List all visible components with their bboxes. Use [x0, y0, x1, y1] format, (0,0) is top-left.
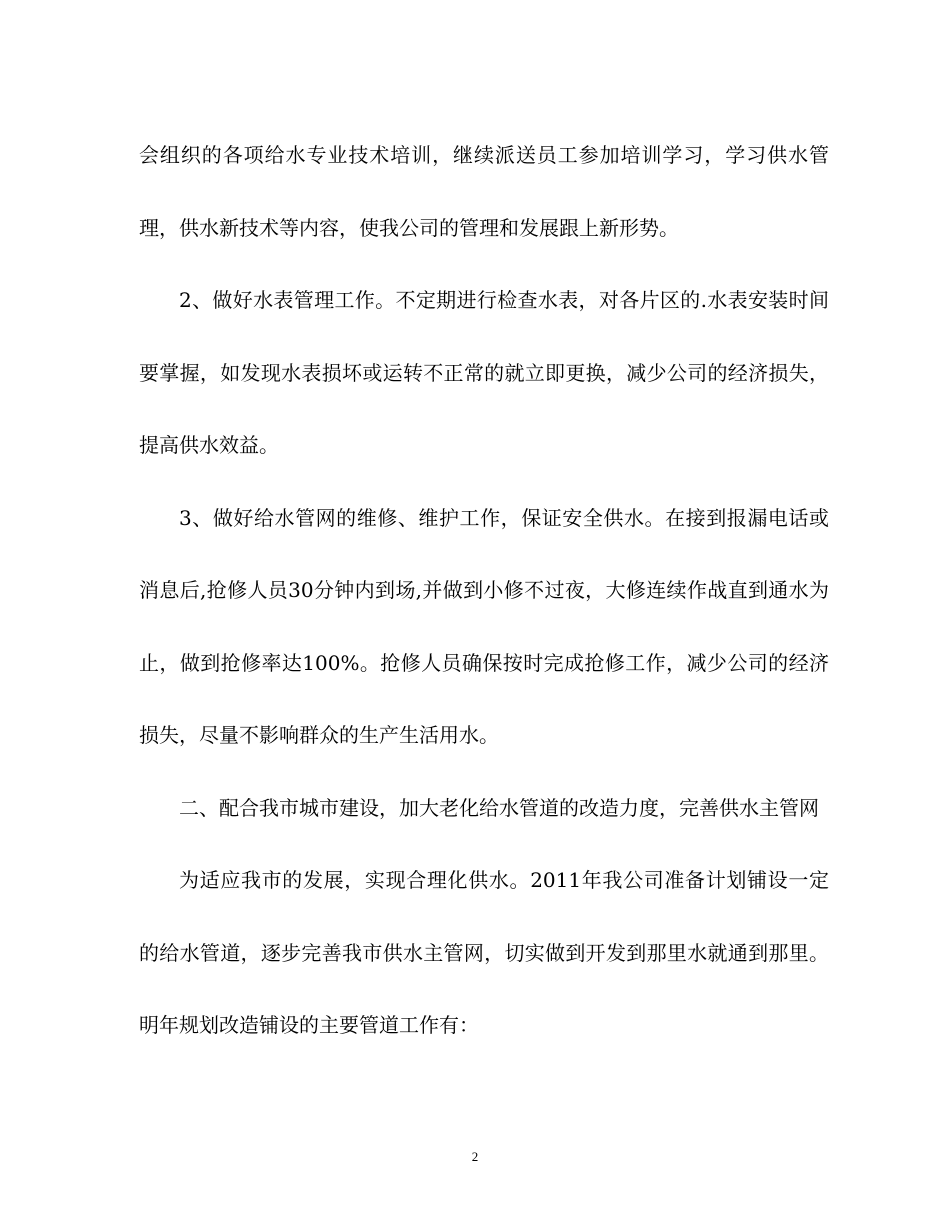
paragraph-pipe-maintenance: 3、做好给水管网的维修、维护工作，保证安全供水。在接到报漏电话或消息后,抢修人员30分钟内到场,并做到小修不过夜，大修连续作战直到通水为止，做到抢修率达100%。抢修人员确保按时完成抢修工作，减少公司的经济损失，尽量不影响群众的生产生活用水。: [139, 505, 829, 747]
paragraph-training: 会组织的各项给水专业技术培训，继续派送员工参加培训学习，学习供水管理，供水新技术等内容，使我公司的管理和发展跟上新形势。: [139, 143, 829, 240]
page-number: 2: [471, 1149, 479, 1164]
section-heading-pipe-renovation: 二、配合我市城市建设，加大老化给水管道的改造力度，完善供水主管网: [179, 795, 819, 820]
paragraph-pipe-plan: 为适应我市的发展，实现合理化供水。2011年我公司准备计划铺设一定的给水管道，逐步完善我市供水主管网，切实做到开发到那里水就通到那里。明年规划改造铺设的主要管道工作有：: [139, 868, 829, 1037]
document-body: [139, 119, 829, 1062]
paragraph-water-meter: 2、做好水表管理工作。不定期进行检查水表，对各片区的.水表安装时间要掌握，如发现水表损坏或运转不正常的就立即更换，减少公司的经济损失，提高供水效益。: [139, 288, 829, 457]
